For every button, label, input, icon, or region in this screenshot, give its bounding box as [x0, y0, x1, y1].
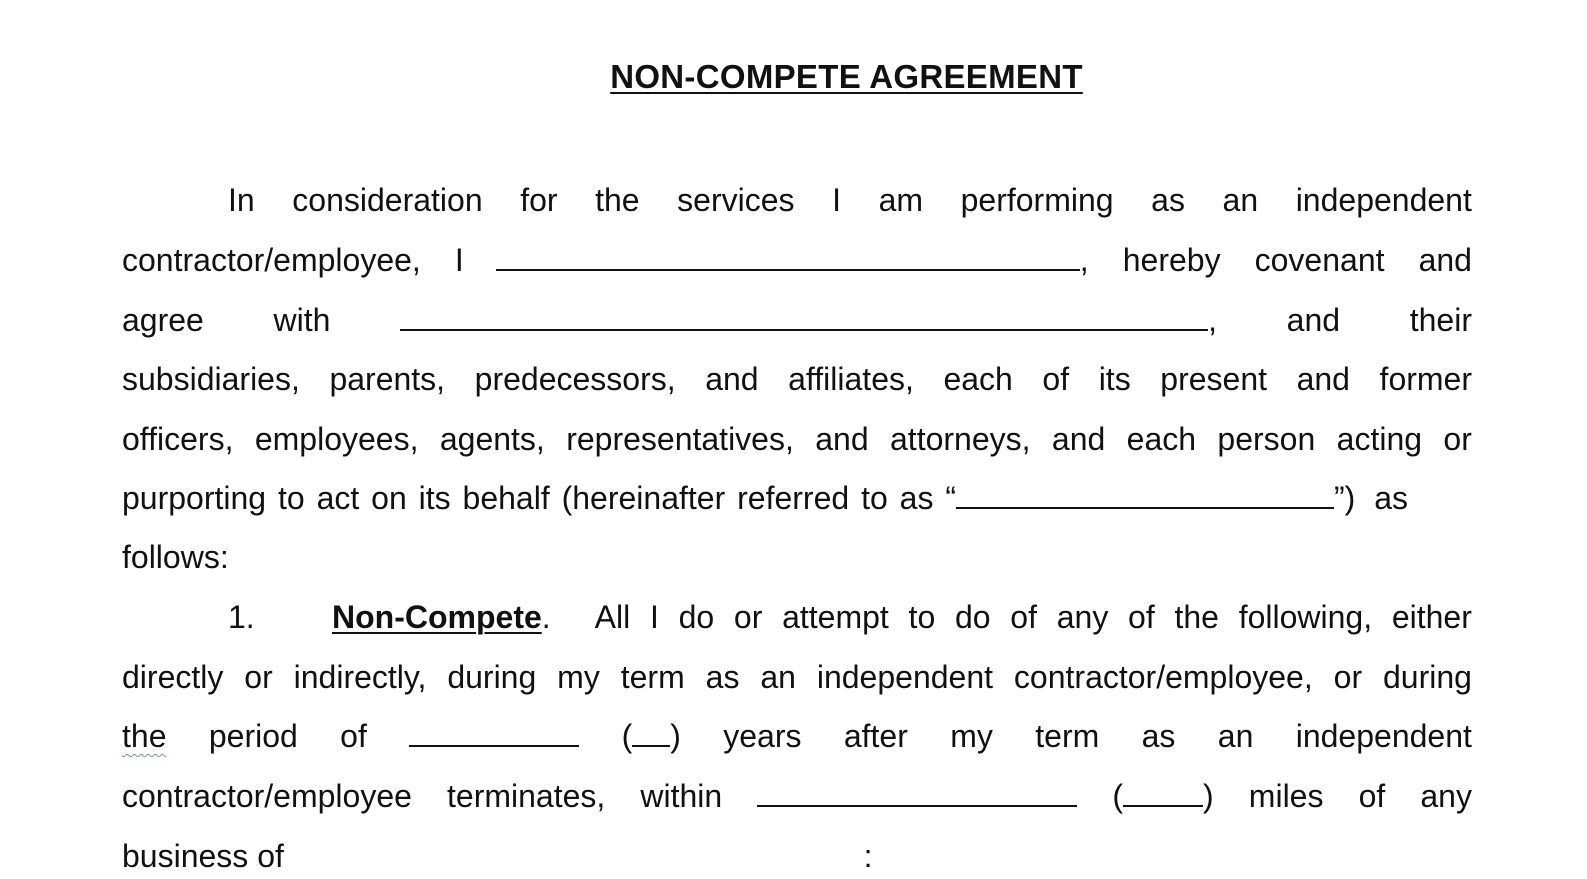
word: officers,: [122, 421, 234, 457]
word: its: [1098, 361, 1131, 397]
word: and: [1051, 421, 1106, 457]
referred-as-blank[interactable]: [956, 477, 1334, 509]
word: person: [1217, 421, 1316, 457]
word: All: [594, 599, 631, 635]
text-segment: (: [1112, 778, 1124, 814]
text-segment: miles: [1248, 778, 1324, 814]
word: acting: [1336, 421, 1423, 457]
word: affiliates,: [788, 361, 914, 397]
text-segment: :: [863, 838, 873, 874]
text-segment: .: [541, 599, 551, 635]
word: during: [447, 659, 537, 695]
text-segment: ): [1203, 778, 1214, 814]
word: term: [620, 659, 685, 695]
word: I: [832, 182, 841, 218]
text-segment: ): [670, 718, 681, 754]
word: representatives,: [566, 421, 794, 457]
word: attorneys,: [890, 421, 1031, 457]
paragraph-1-line-2: [122, 238, 1472, 282]
document-title: NON-COMPETE AGREEMENT: [610, 58, 1083, 95]
text-segment: within: [640, 778, 723, 814]
word: independent: [1295, 182, 1472, 218]
text-segment: any: [1420, 778, 1472, 814]
word: I: [649, 599, 659, 635]
word: contractor/employee,: [1013, 659, 1313, 695]
word: either: [1391, 599, 1472, 635]
text-segment: period: [208, 718, 298, 754]
text-segment: of: [340, 718, 367, 754]
text-segment: and: [1286, 302, 1341, 338]
text-segment: ”) as: [1333, 480, 1408, 516]
word: performing: [960, 182, 1114, 218]
word: present: [1160, 361, 1267, 397]
word: consideration: [292, 182, 483, 218]
text-segment: (: [621, 718, 633, 754]
paragraph-1-line-7: [122, 535, 1472, 579]
word: or: [733, 599, 763, 635]
word: to: [908, 599, 936, 635]
section-1-line-2: [122, 655, 1472, 699]
word: an: [760, 659, 796, 695]
word: subsidiaries,: [122, 361, 300, 397]
word: attempt: [782, 599, 889, 635]
miles-number-group: [1112, 774, 1213, 818]
text-segment: independent: [1295, 718, 1472, 754]
name-blank-group: [455, 238, 1089, 282]
text-segment: the: [122, 718, 167, 754]
years-number-group: [622, 714, 681, 758]
word: and: [1296, 361, 1350, 397]
word: of: [1010, 599, 1037, 635]
text-segment: I: [454, 242, 464, 278]
text-segment: purporting to act on its behalf (hereinafter referred to as “: [122, 480, 956, 516]
word: any: [1056, 599, 1109, 635]
word: and: [815, 421, 869, 457]
paragraph-1-line-1: [122, 178, 1472, 222]
word: parents,: [329, 361, 446, 397]
text-segment: as: [1141, 718, 1176, 754]
text-segment: of: [1358, 778, 1386, 814]
contractor-name-blank[interactable]: [496, 239, 1080, 271]
text-segment: business of: [122, 838, 284, 874]
word: or: [1443, 421, 1472, 457]
section-1-line-5: [122, 834, 1472, 878]
years-words-blank[interactable]: [409, 715, 579, 747]
word: independent: [816, 659, 994, 695]
word: former: [1379, 361, 1472, 397]
word: agents,: [439, 421, 545, 457]
section-heading: Non-Compete: [332, 599, 542, 635]
paragraph-1-line-6: [122, 476, 1472, 520]
word: each: [1126, 421, 1197, 457]
years-number-blank[interactable]: [632, 715, 670, 747]
text-segment: with: [273, 302, 331, 338]
company-name-blank[interactable]: [400, 299, 1208, 331]
text-segment: and: [1418, 242, 1472, 278]
word: In: [228, 182, 255, 218]
word: an: [1222, 182, 1259, 218]
word: directly: [122, 659, 224, 695]
word: employees,: [254, 421, 419, 457]
word: and: [705, 361, 759, 397]
company-blank-group: [400, 298, 1217, 342]
word: each: [943, 361, 1013, 397]
word: as: [1151, 182, 1185, 218]
word: during: [1383, 659, 1472, 695]
word: the: [595, 182, 640, 218]
text-segment: term: [1035, 718, 1100, 754]
paragraph-1-line-4: [122, 357, 1472, 401]
miles-words-blank[interactable]: [757, 775, 1077, 807]
text-segment: covenant: [1254, 242, 1385, 278]
word: or: [244, 659, 273, 695]
text-segment: contractor/employee: [122, 778, 412, 814]
paragraph-1-line-3: [122, 298, 1472, 342]
section-1-line-1: [122, 595, 1472, 639]
miles-number-blank[interactable]: [1123, 775, 1203, 807]
word: do: [678, 599, 715, 635]
word: am: [878, 182, 924, 218]
text-segment: hereby: [1122, 242, 1221, 278]
text-segment: follows:: [122, 539, 229, 575]
word: the: [1174, 599, 1219, 635]
section-number: 1.: [228, 599, 255, 635]
word: as: [705, 659, 740, 695]
section-1-line-4: [122, 774, 1472, 818]
word: do: [954, 599, 991, 635]
text-segment: agree: [122, 302, 204, 338]
word: services: [677, 182, 795, 218]
word: of: [1128, 599, 1155, 635]
word: or: [1333, 659, 1363, 695]
text-segment: contractor/employee,: [122, 242, 421, 278]
word: of: [1042, 361, 1070, 397]
text-segment: terminates,: [447, 778, 606, 814]
word: following,: [1238, 599, 1373, 635]
text-segment: their: [1409, 302, 1472, 338]
referred-as-group: [122, 476, 1408, 520]
text-segment: my: [950, 718, 993, 754]
section-heading-wrap: [332, 595, 551, 639]
text-segment: after: [843, 718, 908, 754]
word: for: [520, 182, 558, 218]
text-segment: ,: [1079, 242, 1089, 278]
text-segment: an: [1217, 718, 1254, 754]
word: indirectly,: [293, 659, 427, 695]
section-1-line-3: [122, 714, 1472, 758]
text-segment: ,: [1208, 302, 1217, 338]
word: my: [557, 659, 600, 695]
text-segment: years: [723, 718, 802, 754]
paragraph-1-line-5: [122, 417, 1472, 461]
word: predecessors,: [474, 361, 676, 397]
section-1-line-1-rest: [595, 595, 1472, 639]
